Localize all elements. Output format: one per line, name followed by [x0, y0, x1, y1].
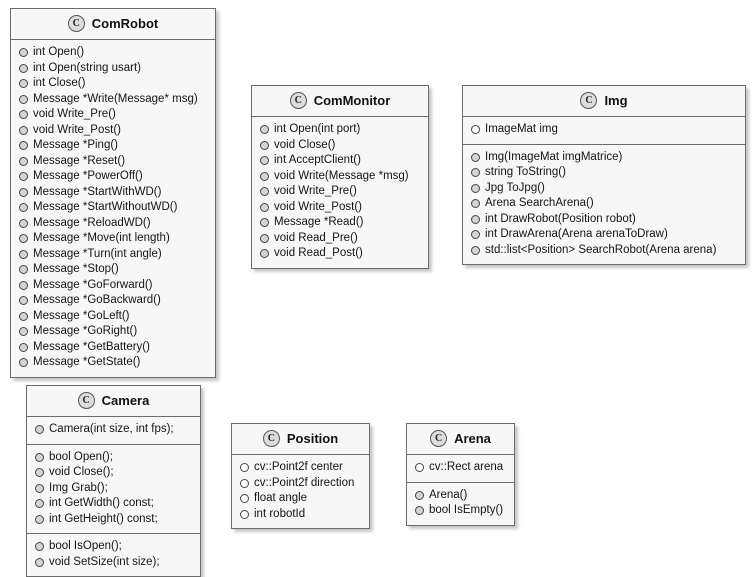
member-label: Arena() [429, 488, 468, 501]
visibility-private-icon [260, 203, 269, 212]
visibility-public-icon [471, 125, 480, 134]
uml-class-camera[interactable] [26, 385, 201, 577]
class-member [17, 76, 209, 92]
class-member [238, 460, 363, 476]
member-label: int Open(string usart) [33, 61, 142, 74]
class-member [17, 61, 209, 77]
class-member [17, 293, 209, 309]
class-stereotype-icon: C [290, 92, 307, 109]
member-label: void Close() [274, 138, 336, 151]
member-label: void Write_Post() [33, 123, 121, 136]
uml-class-commonitor[interactable] [251, 85, 429, 269]
class-member [469, 150, 739, 166]
member-label: void Read_Post() [274, 247, 363, 259]
visibility-private-icon [19, 188, 28, 197]
class-member [33, 512, 194, 528]
class-member [17, 247, 209, 263]
class-methods-section [27, 444, 200, 534]
class-methods-section [463, 144, 745, 265]
class-member [33, 555, 194, 571]
class-stereotype-icon: C [580, 92, 597, 109]
class-member [258, 231, 422, 247]
member-label: void Write_Pre() [33, 108, 116, 120]
class-title: ComMonitor [313, 93, 391, 108]
visibility-private-icon [35, 468, 44, 477]
member-label: Message *Ping() [33, 139, 119, 151]
member-label: int Close() [33, 77, 86, 89]
visibility-private-icon [19, 79, 28, 88]
member-label: Message *GetBattery() [33, 340, 150, 353]
class-stereotype-icon: C [68, 15, 85, 32]
member-label: Message *Reset() [33, 154, 126, 167]
member-label: void Write(Message *msg) [274, 169, 409, 182]
member-label: void SetSize(int size); [49, 555, 160, 568]
class-member [238, 491, 363, 507]
class-header [407, 424, 514, 455]
visibility-private-icon [260, 156, 269, 165]
member-label: int DrawArena(Arena arenaToDraw) [485, 228, 668, 240]
class-member [33, 539, 194, 555]
class-member [17, 262, 209, 278]
class-member [17, 138, 209, 154]
class-member [258, 153, 422, 169]
member-label: bool IsOpen(); [49, 540, 122, 552]
member-label: Message *Stop() [33, 263, 119, 275]
visibility-private-icon [19, 343, 28, 352]
class-title: Img [604, 93, 628, 108]
visibility-private-icon [471, 184, 480, 193]
class-attributes-section [463, 117, 745, 144]
member-label: ImageMat img [485, 123, 558, 135]
class-member [413, 488, 508, 504]
member-label: cv::Point2f direction [254, 476, 355, 489]
visibility-private-icon [19, 203, 28, 212]
member-label: bool Open(); [49, 450, 113, 463]
class-stereotype-icon: C [78, 392, 95, 409]
visibility-private-icon [415, 491, 424, 500]
member-label: int AcceptClient() [274, 154, 361, 166]
visibility-private-icon [19, 265, 28, 274]
visibility-private-icon [19, 250, 28, 259]
visibility-private-icon [19, 157, 28, 166]
member-label: Arena SearchArena() [485, 197, 594, 209]
class-member [17, 185, 209, 201]
visibility-private-icon [471, 230, 480, 239]
class-member [469, 212, 739, 228]
class-member [258, 200, 422, 216]
member-label: float angle [254, 492, 308, 504]
class-member [17, 309, 209, 325]
class-stereotype-icon: C [263, 430, 280, 447]
member-label: Message *GetState() [33, 356, 141, 368]
class-header [27, 386, 200, 417]
member-label: Message *ReloadWD() [33, 216, 151, 229]
class-member [469, 122, 739, 138]
class-member [413, 460, 508, 476]
class-members-section [11, 40, 215, 377]
member-label: Message *StartWithWD() [33, 185, 162, 198]
uml-class-img[interactable] [462, 85, 746, 265]
visibility-private-icon [35, 499, 44, 508]
member-label: int Open(int port) [274, 123, 361, 135]
class-member [258, 184, 422, 200]
class-member [469, 227, 739, 243]
visibility-private-icon [35, 515, 44, 524]
visibility-private-icon [19, 281, 28, 290]
visibility-private-icon [19, 172, 28, 181]
uml-class-position[interactable] [231, 423, 370, 529]
visibility-private-icon [260, 172, 269, 181]
visibility-private-icon [471, 153, 480, 162]
visibility-private-icon [19, 126, 28, 135]
class-member [469, 196, 739, 212]
member-label: void Close(); [49, 466, 114, 478]
visibility-private-icon [35, 542, 44, 551]
member-label: Message *GoRight() [33, 325, 138, 337]
class-member [17, 278, 209, 294]
member-label: bool IsEmpty() [429, 504, 504, 516]
class-member [17, 324, 209, 340]
member-label: void Read_Pre() [274, 231, 358, 244]
class-member [238, 476, 363, 492]
member-label: Message *PowerOff() [33, 170, 143, 182]
member-label: Message *Write(Message* msg) [33, 92, 198, 105]
class-member [17, 169, 209, 185]
member-label: int Open() [33, 46, 85, 58]
visibility-private-icon [19, 234, 28, 243]
class-member [469, 243, 739, 259]
visibility-private-icon [471, 246, 480, 255]
member-label: Message *GoBackward() [33, 294, 161, 306]
member-label: int GetWidth() const; [49, 497, 154, 509]
member-label: Message *Turn(int angle) [33, 247, 162, 260]
visibility-private-icon [471, 168, 480, 177]
visibility-private-icon [19, 141, 28, 150]
visibility-public-icon [240, 494, 249, 503]
visibility-private-icon [260, 218, 269, 227]
class-stereotype-icon: C [430, 430, 447, 447]
class-member [238, 507, 363, 523]
class-member [33, 481, 194, 497]
visibility-private-icon [260, 249, 269, 258]
class-methods-section [407, 482, 514, 525]
visibility-private-icon [19, 95, 28, 104]
class-member [469, 165, 739, 181]
class-member [17, 216, 209, 232]
member-label: int GetHeight() const; [49, 512, 158, 525]
class-member [33, 465, 194, 481]
class-members-section [252, 117, 428, 268]
visibility-private-icon [19, 219, 28, 228]
visibility-private-icon [471, 199, 480, 208]
member-label: Img Grab(); [49, 481, 108, 494]
member-label: Message *Move(int length) [33, 232, 170, 244]
uml-class-arena[interactable] [406, 423, 515, 526]
class-member [33, 450, 194, 466]
visibility-private-icon [260, 141, 269, 150]
class-member [258, 215, 422, 231]
member-label: Jpg ToJpg() [485, 181, 545, 194]
class-member [17, 123, 209, 139]
class-member [258, 138, 422, 154]
class-attributes-section [407, 455, 514, 482]
member-label: Message *GoLeft() [33, 309, 130, 322]
class-attributes-section [232, 455, 369, 528]
visibility-public-icon [415, 463, 424, 472]
visibility-private-icon [35, 558, 44, 567]
visibility-private-icon [19, 110, 28, 119]
visibility-private-icon [260, 234, 269, 243]
class-member [258, 246, 422, 262]
visibility-private-icon [19, 327, 28, 336]
class-header [463, 86, 745, 117]
visibility-private-icon [35, 453, 44, 462]
visibility-private-icon [35, 484, 44, 493]
class-member [33, 496, 194, 512]
visibility-private-icon [35, 425, 44, 434]
class-member [258, 122, 422, 138]
visibility-private-icon [415, 506, 424, 515]
visibility-public-icon [240, 510, 249, 519]
class-member [17, 45, 209, 61]
class-member [17, 200, 209, 216]
class-title: Camera [101, 393, 150, 408]
class-header [232, 424, 369, 455]
class-member [17, 154, 209, 170]
class-member [17, 340, 209, 356]
member-label: cv::Point2f center [254, 461, 343, 473]
visibility-public-icon [240, 479, 249, 488]
class-member [17, 92, 209, 108]
member-label: int DrawRobot(Position robot) [485, 212, 636, 225]
member-label: int robotId [254, 507, 306, 520]
member-label: Message *StartWithoutWD() [33, 201, 178, 213]
visibility-private-icon [260, 187, 269, 196]
class-constructor-section [27, 417, 200, 444]
class-header [11, 9, 215, 40]
member-label: cv::Rect arena [429, 461, 504, 473]
uml-class-comrobot[interactable] [10, 8, 216, 378]
member-label: Camera(int size, int fps); [49, 423, 174, 435]
class-member [17, 107, 209, 123]
class-title: Position [286, 431, 339, 446]
member-label: Message *Read() [274, 216, 364, 228]
class-extra-methods-section [27, 533, 200, 576]
class-member [17, 355, 209, 371]
class-member [17, 231, 209, 247]
member-label: string ToString() [485, 166, 566, 178]
member-label: Img(ImageMat imgMatrice) [485, 150, 623, 163]
class-member [258, 169, 422, 185]
visibility-private-icon [19, 48, 28, 57]
visibility-private-icon [19, 312, 28, 321]
member-label: std::list<Position> SearchRobot(Arena arena) [485, 243, 717, 256]
class-member [413, 503, 508, 519]
visibility-private-icon [19, 358, 28, 367]
visibility-private-icon [19, 296, 28, 305]
class-title: ComRobot [91, 16, 159, 31]
visibility-private-icon [260, 125, 269, 134]
class-member [469, 181, 739, 197]
class-title: Arena [454, 431, 491, 446]
class-header [252, 86, 428, 117]
visibility-private-icon [471, 215, 480, 224]
visibility-public-icon [240, 463, 249, 472]
member-label: void Write_Post() [274, 200, 362, 213]
member-label: void Write_Pre() [274, 185, 357, 197]
class-member [33, 422, 194, 438]
visibility-private-icon [19, 64, 28, 73]
member-label: Message *GoForward() [33, 278, 153, 291]
